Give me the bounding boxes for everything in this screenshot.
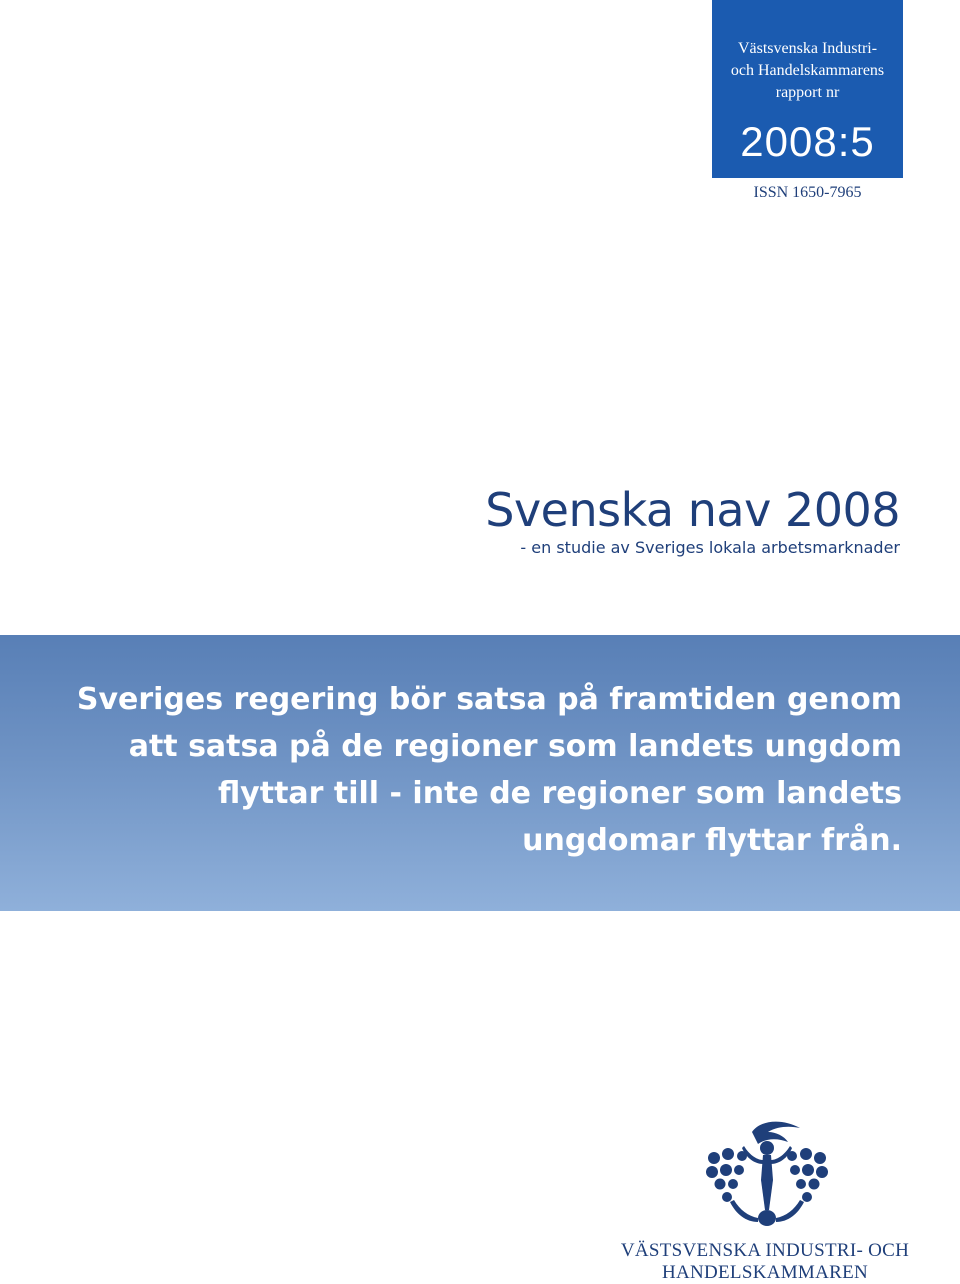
report-number: 2008:5 <box>740 118 875 165</box>
issn-number: ISSN 1650-7965 <box>753 184 862 201</box>
chamber-logo-icon <box>700 1118 834 1234</box>
org-name-line: HANDELSKAMMAREN <box>661 1262 869 1283</box>
quote-line: att satsa på de regioner som landets ungdom <box>128 729 902 764</box>
report-issuer: Västsvenska Industri- och Handelskammarens rapport nr <box>730 40 885 101</box>
org-name-line: VÄSTSVENSKA INDUSTRI- OCH <box>620 1240 910 1261</box>
page-title: Svenska nav 2008 <box>485 483 900 537</box>
quote-text <box>62 676 902 864</box>
quote-line: flyttar till - inte de regioner som landets <box>217 776 902 811</box>
quote-line: ungdomar flyttar från. <box>522 823 902 858</box>
page-subtitle: - en studie av Sveriges lokala arbetsmarknader <box>520 538 900 557</box>
report-number-box <box>712 0 903 178</box>
organization-name <box>610 1240 920 1284</box>
quote-line: Sveriges regering bör satsa på framtiden genom <box>76 682 902 717</box>
